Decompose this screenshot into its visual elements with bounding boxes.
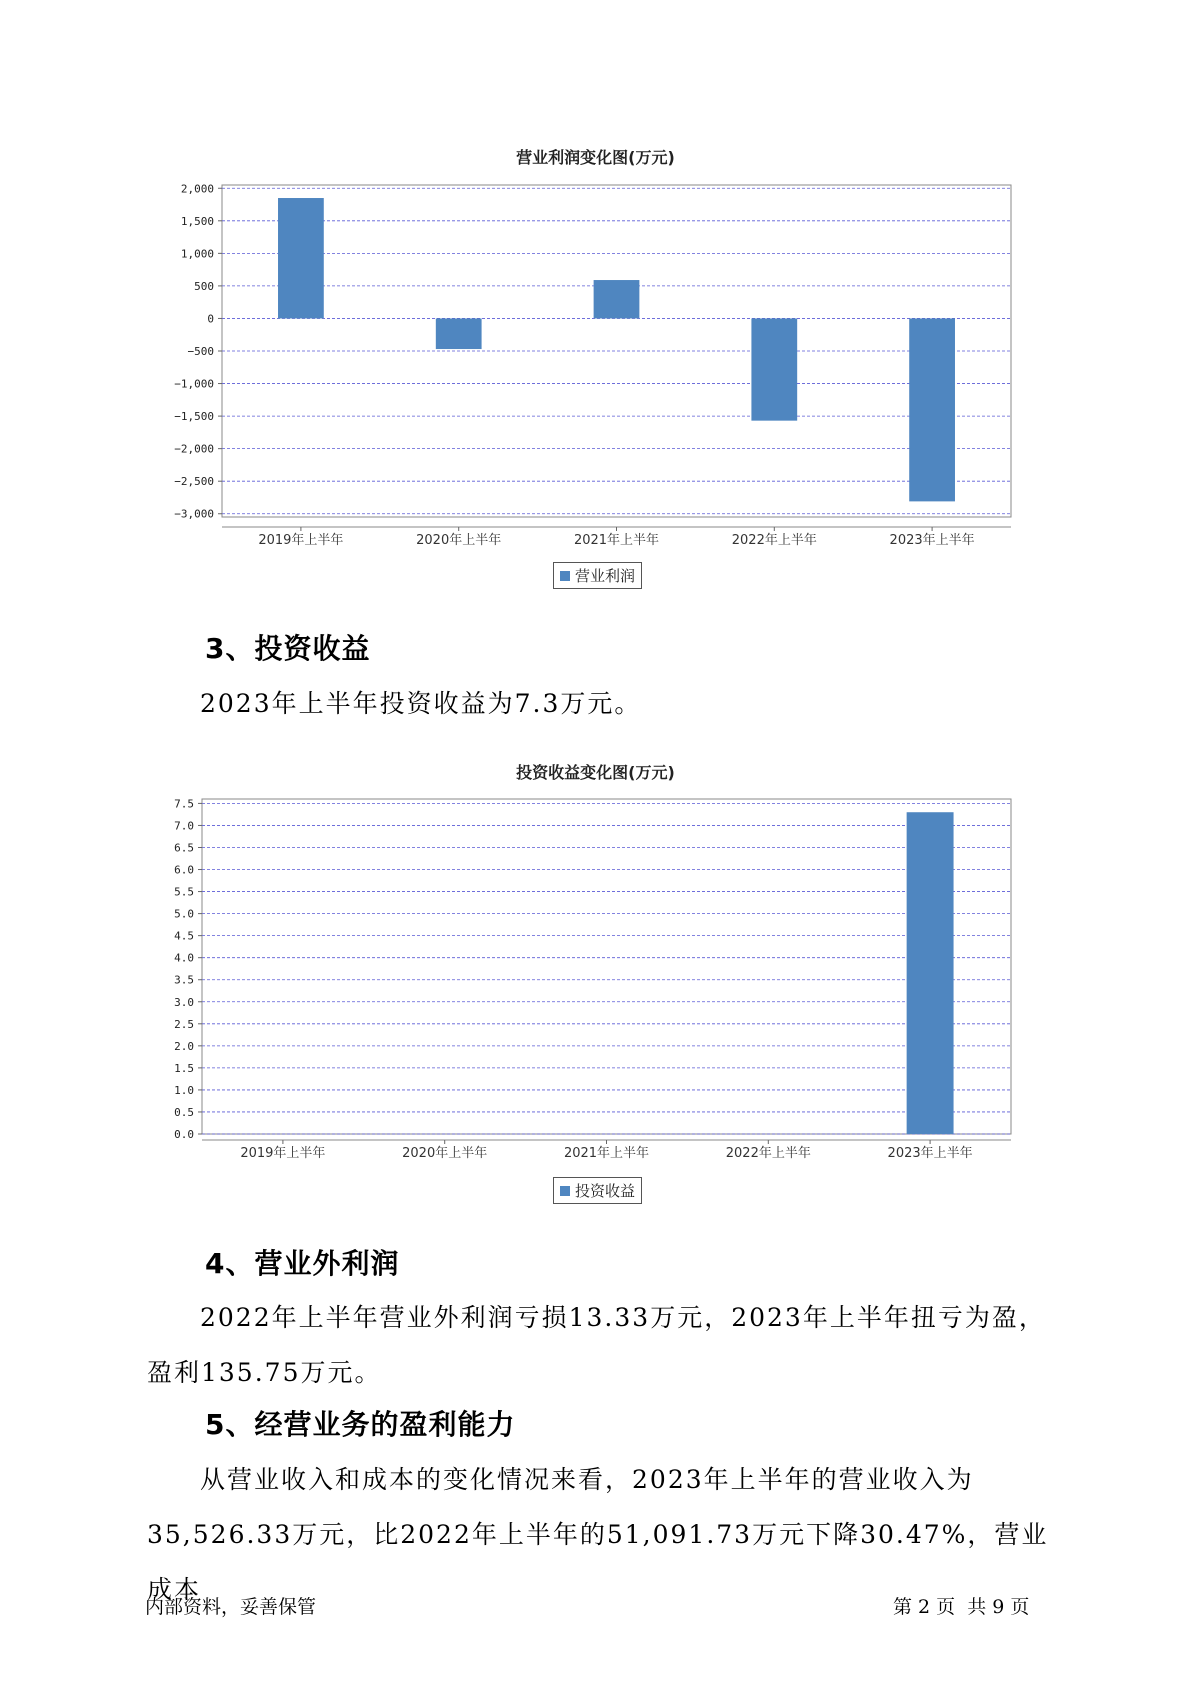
investment-income-chart [0,560,1191,1180]
chart1-ytick-label: −2,500 [174,475,214,489]
chart2-ytick-label: 4.5 [174,929,194,943]
chart2-ytick-label: 2.5 [174,1017,194,1031]
chart2-title: 投资收益变化图(万元) [516,763,675,782]
chart1-ytick-label: 500 [194,279,214,293]
section5-text: 从营业收入和成本的变化情况来看，2023年上半年的营业收入为35,526.33万元，比2022年上半年的51,091.73万元下降30.47%，营业成本 [147,1465,1049,1604]
chart2-ytick-label: 3.5 [174,973,194,987]
chart1-xtick-label: 2019年上半年 [258,533,344,548]
chart2-ytick-label: 6.0 [174,863,194,877]
chart1-bar [751,318,797,420]
chart2-ytick-label: 3.0 [174,995,194,1009]
chart2-ytick-label: 0.0 [174,1128,194,1141]
section3-heading: 3、投资收益 [205,632,371,665]
chart1-ytick-label: −500 [187,345,214,358]
chart2-legend-label: 投资收益 [575,1182,636,1200]
chart1-xtick-label: 2020年上半年 [416,533,502,548]
chart1-ytick-label: 0 [207,312,214,326]
chart2-ytick-label: 1.0 [174,1083,194,1097]
footer-left: 内部资料，妥善保管 [145,1596,317,1618]
chart2-ytick-label: 7.0 [174,819,194,833]
chart2-legend [553,1177,642,1204]
chart1-ytick-label: −2,000 [174,442,214,456]
chart1-legend-label: 营业利润 [575,567,636,585]
chart1-bar [594,280,640,318]
chart2-bar [907,812,954,1134]
section4-heading: 4、营业外利润 [205,1247,400,1280]
chart2-xtick-label: 2021年上半年 [563,1146,650,1161]
operating-profit-chart [0,0,1191,560]
chart2-xtick-label: 2022年上半年 [725,1146,811,1161]
chart1-ytick-label: 1,500 [180,214,214,228]
chart1-bar [278,198,324,318]
chart2-ytick-label: 0.5 [174,1105,194,1119]
chart2-ytick-label: 2.0 [174,1039,194,1053]
chart1-ytick-label: −3,000 [174,507,214,521]
chart1-xtick-label: 2023年上半年 [889,533,975,548]
section4-text: 2022年上半年营业外利润亏损13.33万元，2023年上半年扭亏为盈，盈利135.75万元。 [147,1303,1046,1387]
chart2-ytick-label: 6.5 [174,841,194,855]
section3-text: 2023年上半年投资收益为7.3万元。 [200,689,642,718]
chart1-ytick-label: −1,000 [174,377,214,391]
chart1-xtick-label: 2022年上半年 [731,533,817,548]
chart2-plot-area [202,799,1011,1134]
chart2-xtick-label: 2020年上半年 [402,1146,488,1161]
section5-heading: 5、经营业务的盈利能力 [205,1408,516,1441]
chart2-ytick-label: 1.5 [174,1061,194,1075]
chart2-ytick-label: 5.0 [174,907,194,921]
chart1-xtick-label: 2021年上半年 [573,533,660,548]
chart2-ytick-label: 7.5 [174,797,194,811]
chart1-bar [436,318,482,349]
chart2-xtick-label: 2023年上半年 [887,1146,973,1161]
chart2-ytick-label: 4.0 [174,951,194,965]
chart1-bar [909,318,955,501]
footer-page-number: 第 2 页 共 9 页 [893,1596,1030,1618]
chart2-ytick-label: 5.5 [174,885,194,899]
chart1-ytick-label: 1,000 [180,247,214,261]
legend-swatch-icon [560,1186,570,1196]
chart1-ytick-label: −1,500 [174,410,214,424]
chart1-title: 营业利润变化图(万元) [516,148,675,167]
chart1-ytick-label: 2,000 [180,182,214,196]
chart2-xtick-label: 2019年上半年 [240,1146,326,1161]
